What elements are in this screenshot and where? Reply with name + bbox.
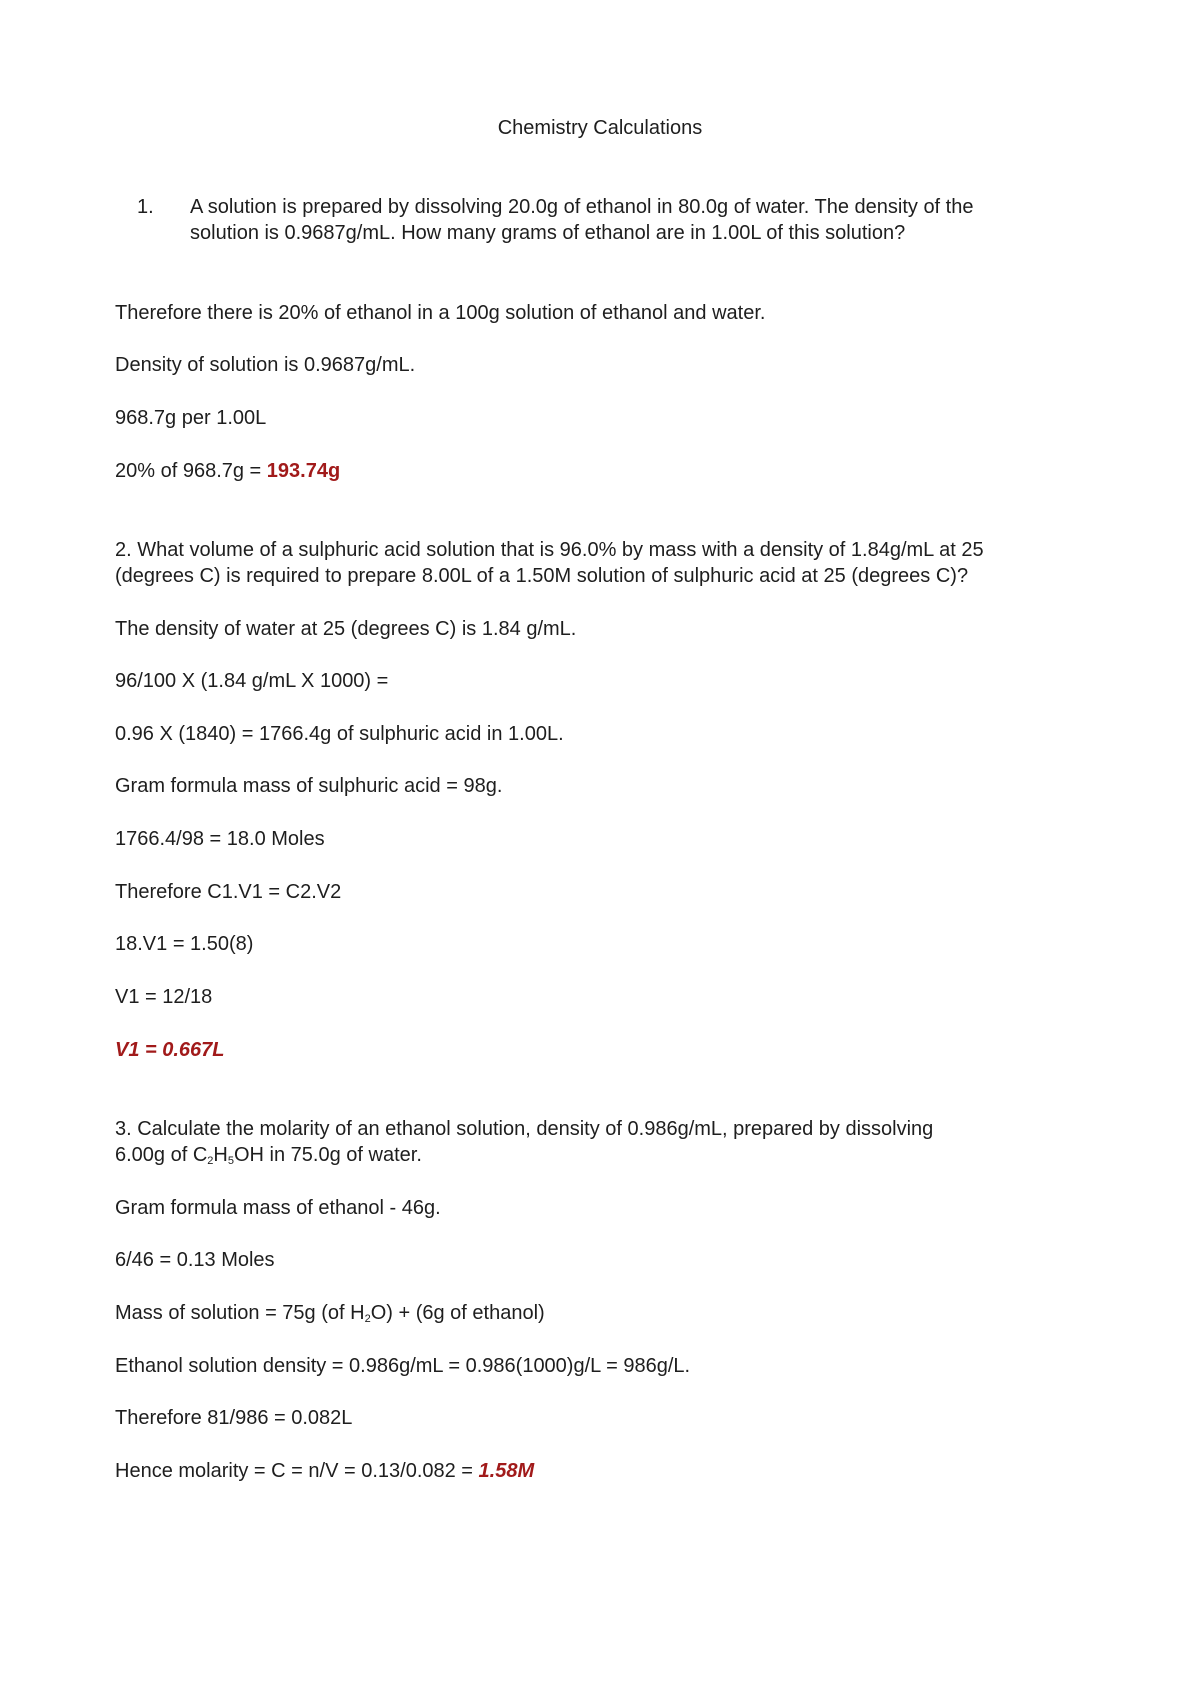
q2-step-5: 1766.4/98 = 18.0 Moles xyxy=(115,828,325,850)
q1-step-3: 968.7g per 1.00L xyxy=(115,407,267,429)
q2-step-1: The density of water at 25 (degrees C) is 1.84 g/mL. xyxy=(115,618,577,640)
q3-step-1: Gram formula mass of ethanol - 46g. xyxy=(115,1197,441,1219)
q2-step-6: Therefore C1.V1 = C2.V2 xyxy=(115,881,342,903)
question-1-line-2: solution is 0.9687g/mL. How many grams of ethanol are in 1.00L of this solution? xyxy=(190,222,906,244)
q1-answer: 193.74g xyxy=(266,460,341,482)
q3-step-5: Therefore 81/986 = 0.082L xyxy=(115,1407,353,1429)
document-title: Chemistry Calculations xyxy=(497,117,703,139)
question-3-line-2 xyxy=(115,1142,422,1168)
q2-answer: V1 = 0.667L xyxy=(115,1039,225,1061)
q2-step-7: 18.V1 = 1.50(8) xyxy=(115,933,254,955)
q2-step-3: 0.96 X (1840) = 1766.4g of sulphuric acid in 1.00L. xyxy=(115,723,564,745)
q3-line-2-part-c: OH in 75.0g of water. xyxy=(234,1144,422,1166)
q3-step-3 xyxy=(115,1300,545,1326)
q3-step-3-subscript: 2 xyxy=(364,1313,371,1325)
q3-subscript-1: 2 xyxy=(207,1155,214,1167)
q2-step-8: V1 = 12/18 xyxy=(115,986,213,1008)
q2-step-4: Gram formula mass of sulphuric acid = 98g. xyxy=(115,775,503,797)
q3-line-2-part-b: H xyxy=(213,1144,228,1166)
q1-step-1: Therefore there is 20% of ethanol in a 100g solution of ethanol and water. xyxy=(115,302,766,324)
q2-step-2: 96/100 X (1.84 g/mL X 1000) = xyxy=(115,670,389,692)
question-1-number: 1. xyxy=(137,196,154,218)
question-1-text xyxy=(190,194,1090,246)
q3-line-2-part-a: 6.00g of C xyxy=(115,1144,208,1166)
q3-answer: 1.58M xyxy=(478,1460,535,1482)
q1-step-2: Density of solution is 0.9687g/mL. xyxy=(115,354,416,376)
q3-step-6-text: Hence molarity = C = n/V = 0.13/0.082 = xyxy=(115,1460,479,1482)
q3-step-3-part-a: Mass of solution = 75g (of H xyxy=(115,1302,365,1324)
question-1-line-1: A solution is prepared by dissolving 20.0g of ethanol in 80.0g of water. The density of the xyxy=(190,196,974,218)
q3-step-6 xyxy=(115,1458,534,1484)
question-3-line-1: 3. Calculate the molarity of an ethanol solution, density of 0.986g/mL, prepared by dissolving xyxy=(115,1118,934,1140)
q3-step-2: 6/46 = 0.13 Moles xyxy=(115,1249,275,1271)
q3-subscript-2: 5 xyxy=(227,1155,234,1167)
question-2-line-1: 2. What volume of a sulphuric acid solution that is 96.0% by mass with a density of 1.84g/mL at 25 xyxy=(115,539,984,561)
q3-step-4: Ethanol solution density = 0.986g/mL = 0.986(1000)g/L = 986g/L. xyxy=(115,1355,691,1377)
q3-step-3-part-b: O) + (6g of ethanol) xyxy=(370,1302,545,1324)
question-2-line-2: (degrees C) is required to prepare 8.00L of a 1.50M solution of sulphuric acid at 25 (degrees C)? xyxy=(115,565,969,587)
q1-step-4-text: 20% of 968.7g = xyxy=(115,460,267,482)
q1-step-4 xyxy=(115,458,340,484)
